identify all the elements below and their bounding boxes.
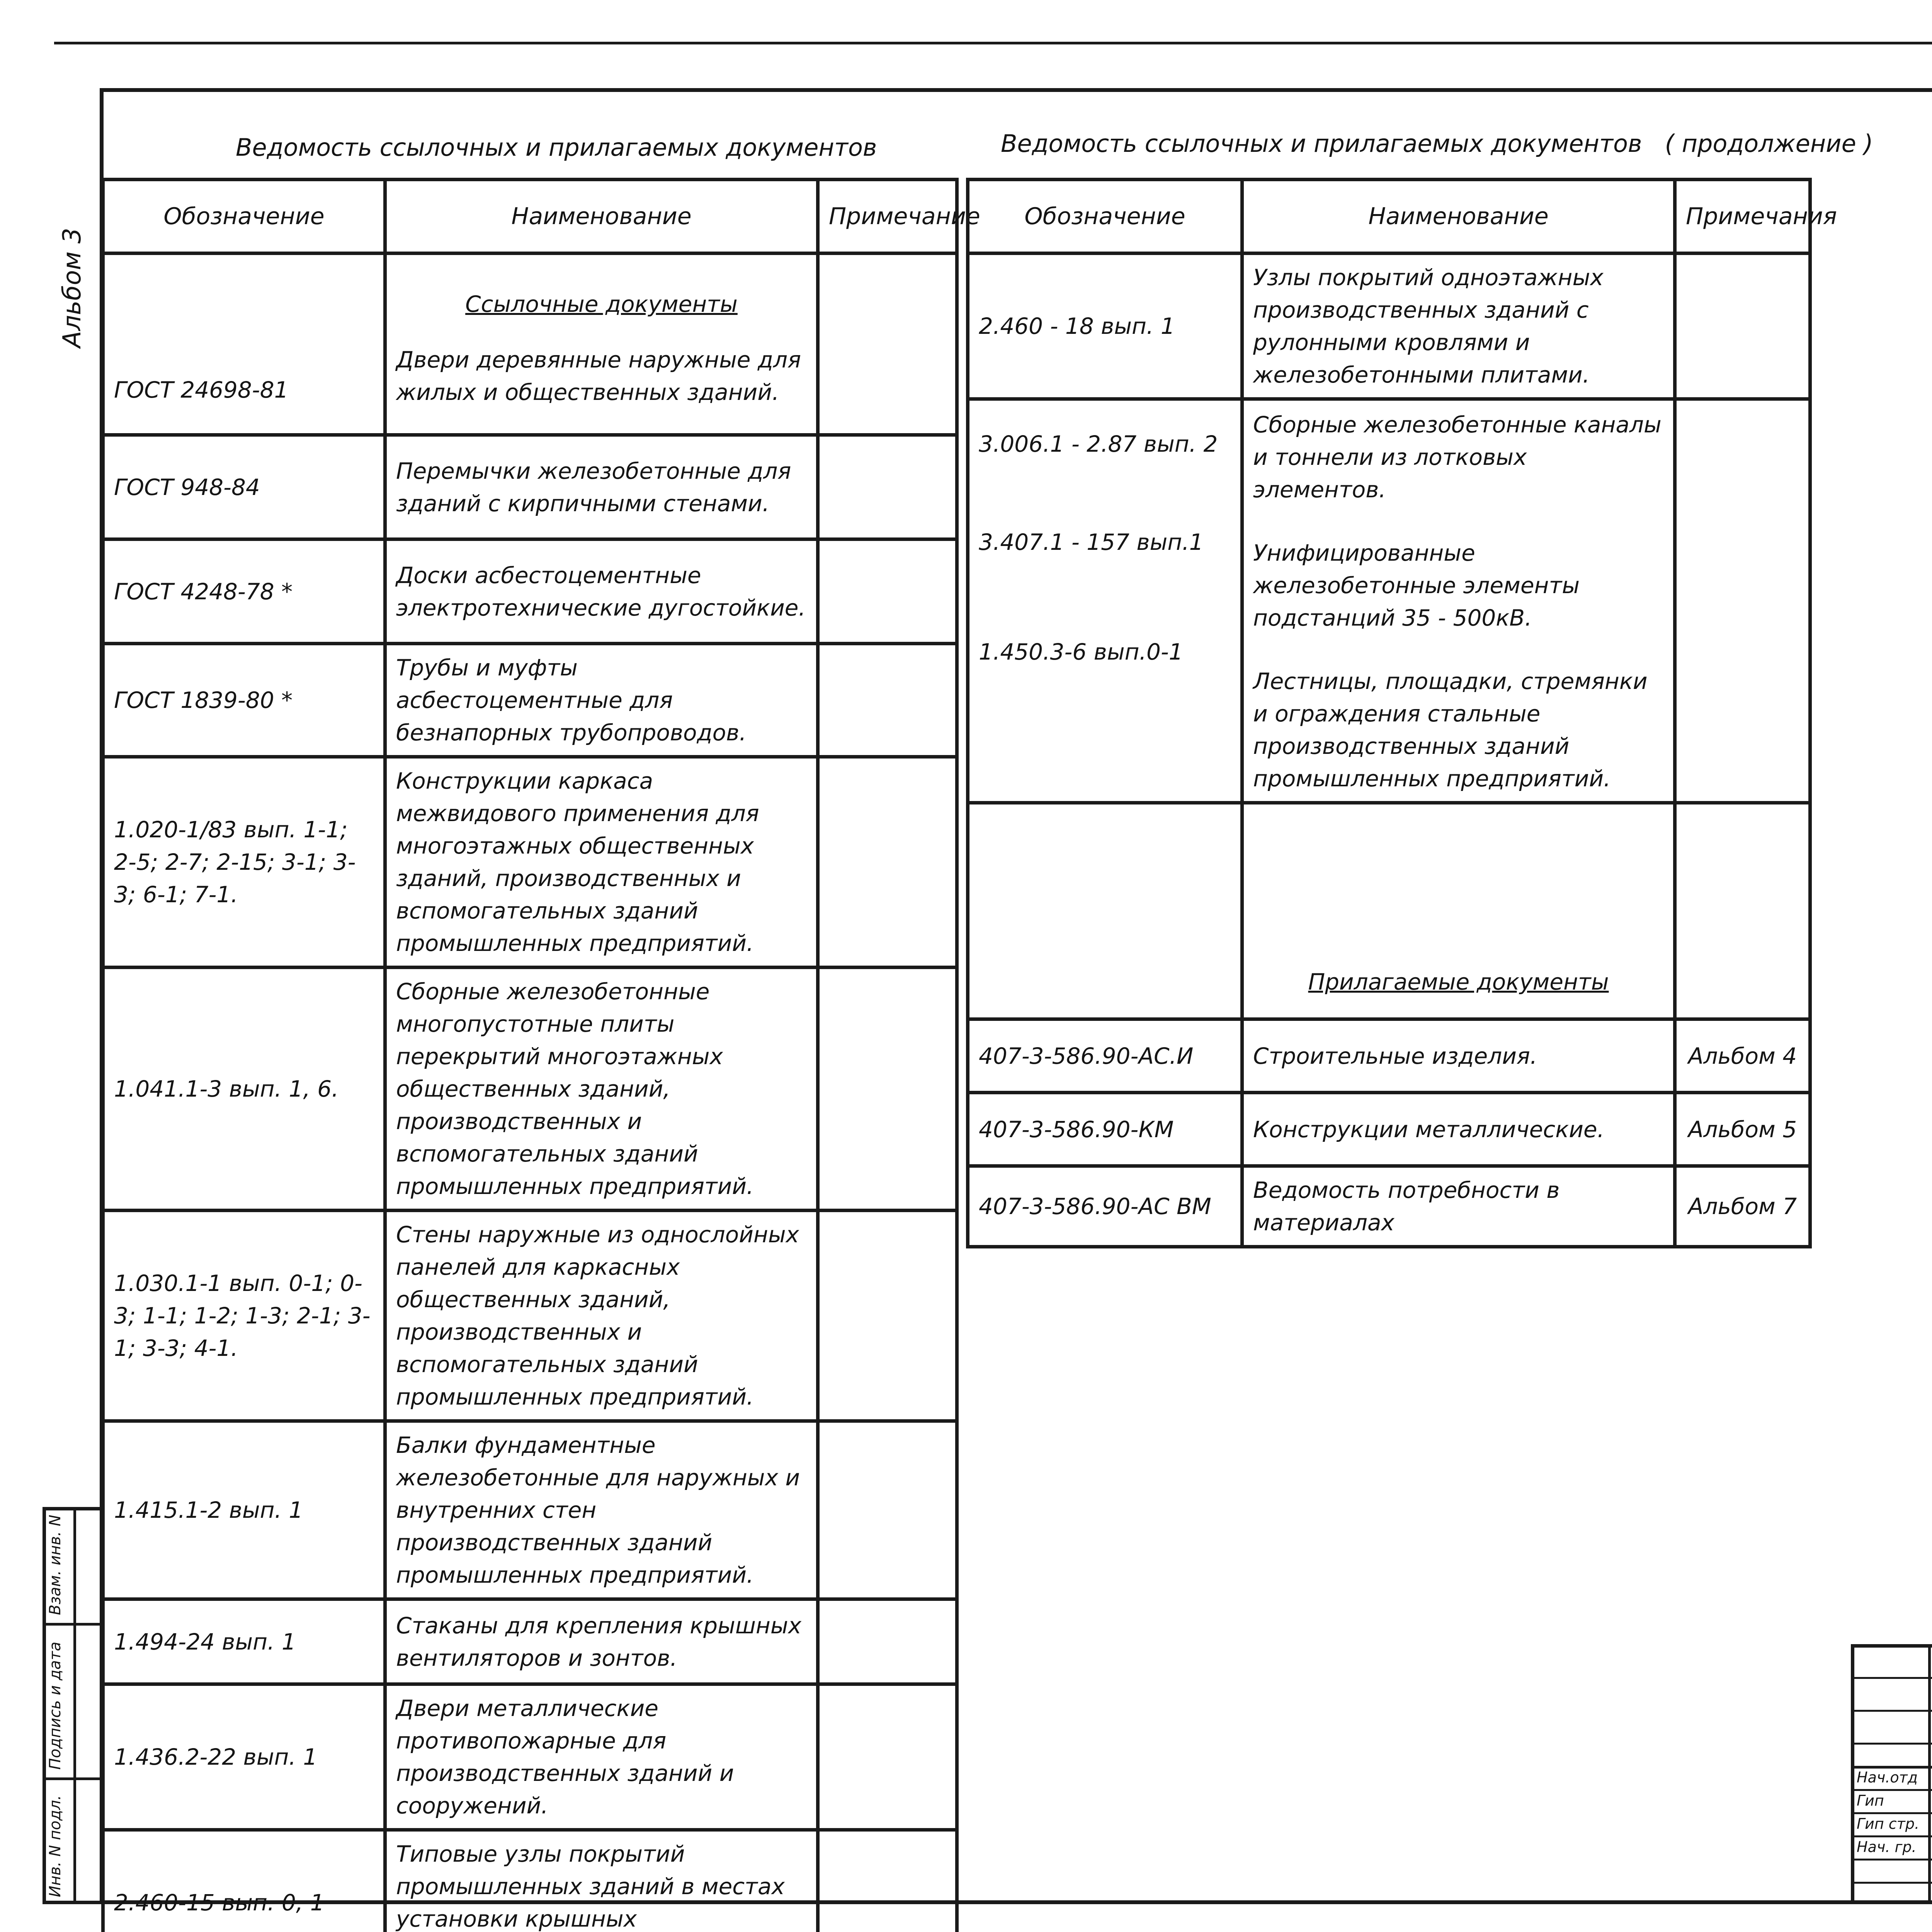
right-reference-table [966,178,1837,1248]
row-designation: 1.030.1-1 вып. 0-1; 0-3; 1-1; 1-2; 1-3; 2-1; 3-1; 3-3; 4-1. [103,1211,385,1421]
tb-row-4 [1851,1766,1932,1769]
tb-row-1 [1851,1677,1932,1679]
row-name: Стаканы для крепления крышных вентиляторов и зонтов. [385,1599,818,1684]
row-designation: ГОСТ 948-84 [103,435,385,539]
row-name: Перемычки железобетонные для зданий с кирпичными стенами. [385,435,818,539]
table-row [103,644,957,757]
table-row [103,968,957,1211]
row-designation: 2.460 - 18 вып. 1 [968,253,1242,399]
tb-row-7 [1851,1835,1932,1837]
table-row [103,539,957,644]
row-name: Балки фундаментные железобетонные для наружных и внутренних стен производственных зданий промышленных предприятий. [385,1421,818,1599]
tb-row-9 [1851,1882,1932,1884]
row-designation: 1.494-24 вып. 1 [103,1599,385,1684]
row-name: Типовые узлы покрытий промышленных зданий в местах установки крышных [385,1830,818,1932]
left-header-designation: Обозначение [103,180,385,253]
row-note [818,539,957,644]
frame-top [100,88,1932,92]
staff-role-4: Нач. гр. [1857,1838,1917,1855]
row-note [818,1211,957,1421]
attached-section-empty [968,803,1242,1019]
row-note [818,757,957,968]
row-designation: 407-3-586.90-АС.И [968,1019,1242,1093]
row-note [818,644,957,757]
side-stamp-sign-date: Подпись и дата [46,1641,64,1770]
row-name: Трубы и муфты асбестоцементные для безнапорных трубопроводов. [385,644,818,757]
group-designation-2: 3.407.1 - 157 вып.1 [979,529,1204,555]
right-header-name: Наименование [1242,180,1675,253]
tb-row-8 [1851,1859,1932,1861]
tb-row-3 [1851,1743,1932,1745]
row-note [1675,253,1810,399]
group-name-3: Лестницы, площадки, стремянки и ограждения стальные производственных зданий промышленных предприятий. [1253,668,1648,792]
right-header-note: Примечания [1675,180,1810,253]
row-note [818,1684,957,1830]
staff-role-2: Гип [1857,1792,1884,1809]
row-note [818,968,957,1211]
tb-row-6 [1851,1812,1932,1814]
table-row [103,1599,957,1684]
row-name: Узлы покрытий одноэтажных производственных зданий с рулонными кровлями и железобетонными плитами. [1242,253,1675,399]
side-stamp-replace-inv: Взам. инв. N [46,1515,64,1615]
row-designation: 1.436.2-22 вып. 1 [103,1684,385,1830]
album-label: Альбом 3 [58,228,87,348]
row-name: Ведомость потребности в материалах [1242,1166,1675,1247]
row-designation: 407-3-586.90-АС ВМ [968,1166,1242,1247]
left-header-note: Примечание [818,180,957,253]
side-stamp-split-2 [43,1777,104,1780]
row-name [385,253,818,435]
staff-role-1: Нач.отд [1857,1769,1918,1786]
row-name-text: Двери деревянные наружные для жилых и общественных зданий. [396,346,801,405]
row-name: Доски асбестоцементные электротехнические дугостойкие. [385,539,818,644]
row-note: Альбом 7 [1675,1166,1810,1247]
group-designations [968,399,1242,803]
row-designation: 407-3-586.90-КМ [968,1093,1242,1166]
row-note: Альбом 4 [1675,1019,1810,1093]
row-name: Конструкции каркаса межвидового применения для многоэтажных общественных зданий, производственных и вспомогательных зданий промышленных предприятий. [385,757,818,968]
group-names [1242,399,1675,803]
attached-section-row [968,803,1810,1019]
tb-col-1 [1928,1644,1931,1904]
tb-row-5 [1851,1789,1932,1791]
row-note [818,1421,957,1599]
right-header-designation: Обозначение [968,180,1242,253]
section-title-reference: Ссылочные документы [465,291,738,317]
table-row [103,1211,957,1421]
left-table-header-row [103,180,957,253]
row-name: Конструкции металлические. [1242,1093,1675,1166]
row-note [818,1830,957,1932]
group-notes [1675,399,1810,803]
section-title-attached: Прилагаемые документы [1308,969,1609,995]
row-name: Сборные железобетонные многопустотные плиты перекрытий многоэтажных общественных зданий, производственных и вспомогательных зданий промышленных предприятий. [385,968,818,1211]
table-row [103,253,957,435]
row-name: Строительные изделия. [1242,1019,1675,1093]
table-row [968,253,1810,399]
left-header-name: Наименование [385,180,818,253]
side-stamp-split-1 [43,1623,104,1626]
table-row [103,757,957,968]
tb-row-2 [1851,1710,1932,1712]
table-row [103,1830,957,1932]
top-border-outer [54,42,1932,44]
row-note: Альбом 5 [1675,1093,1810,1166]
group-name-2: Унифицированные железобетонные элементы подстанций 35 - 500кВ. [1253,540,1580,631]
side-stamp-inv-orig: Инв. N подл. [46,1795,64,1897]
left-table-title: Ведомость ссылочных и прилагаемых документов [236,133,877,162]
group-designation-1: 3.006.1 - 2.87 вып. 2 [979,431,1218,457]
side-stamp-divider [73,1507,76,1904]
attached-section-note-empty [1675,803,1810,1019]
table-row [103,1421,957,1599]
row-note [818,253,957,435]
row-note [818,435,957,539]
row-designation: 1.415.1-2 вып. 1 [103,1421,385,1599]
row-note [818,1599,957,1684]
row-name: Двери металлические противопожарные для производственных зданий и сооружений. [385,1684,818,1830]
group-name-1: Сборные железобетонные каналы и тоннели из лотковых элементов. [1253,412,1662,503]
left-reference-table [101,178,980,1932]
row-designation: 1.041.1-3 вып. 1, 6. [103,968,385,1211]
row-designation: ГОСТ 4248-78 * [103,539,385,644]
row-designation: ГОСТ 24698-81 [103,253,385,435]
attached-section-title-cell [1242,803,1675,1019]
table-row-group [968,399,1810,803]
right-table-title: Ведомость ссылочных и прилагаемых документов ( продолжение ) [1001,129,1873,158]
row-designation: ГОСТ 1839-80 * [103,644,385,757]
row-designation: 2.460-15 вып. 0, 1 [103,1830,385,1932]
group-designation-3: 1.450.3-6 вып.0-1 [979,639,1183,665]
row-designation: 1.020-1/83 вып. 1-1; 2-5; 2-7; 2-15; 3-1; 3-3; 6-1; 7-1. [103,757,385,968]
row-name: Стены наружные из однослойных панелей для каркасных общественных зданий, производственных и вспомогательных зданий промышленных предприятий. [385,1211,818,1421]
table-row [968,1093,1810,1166]
table-row [968,1019,1810,1093]
table-row [968,1166,1810,1247]
table-row [103,1684,957,1830]
right-table-header-row [968,180,1810,253]
staff-role-3: Гип стр. [1857,1815,1920,1832]
table-row [103,435,957,539]
